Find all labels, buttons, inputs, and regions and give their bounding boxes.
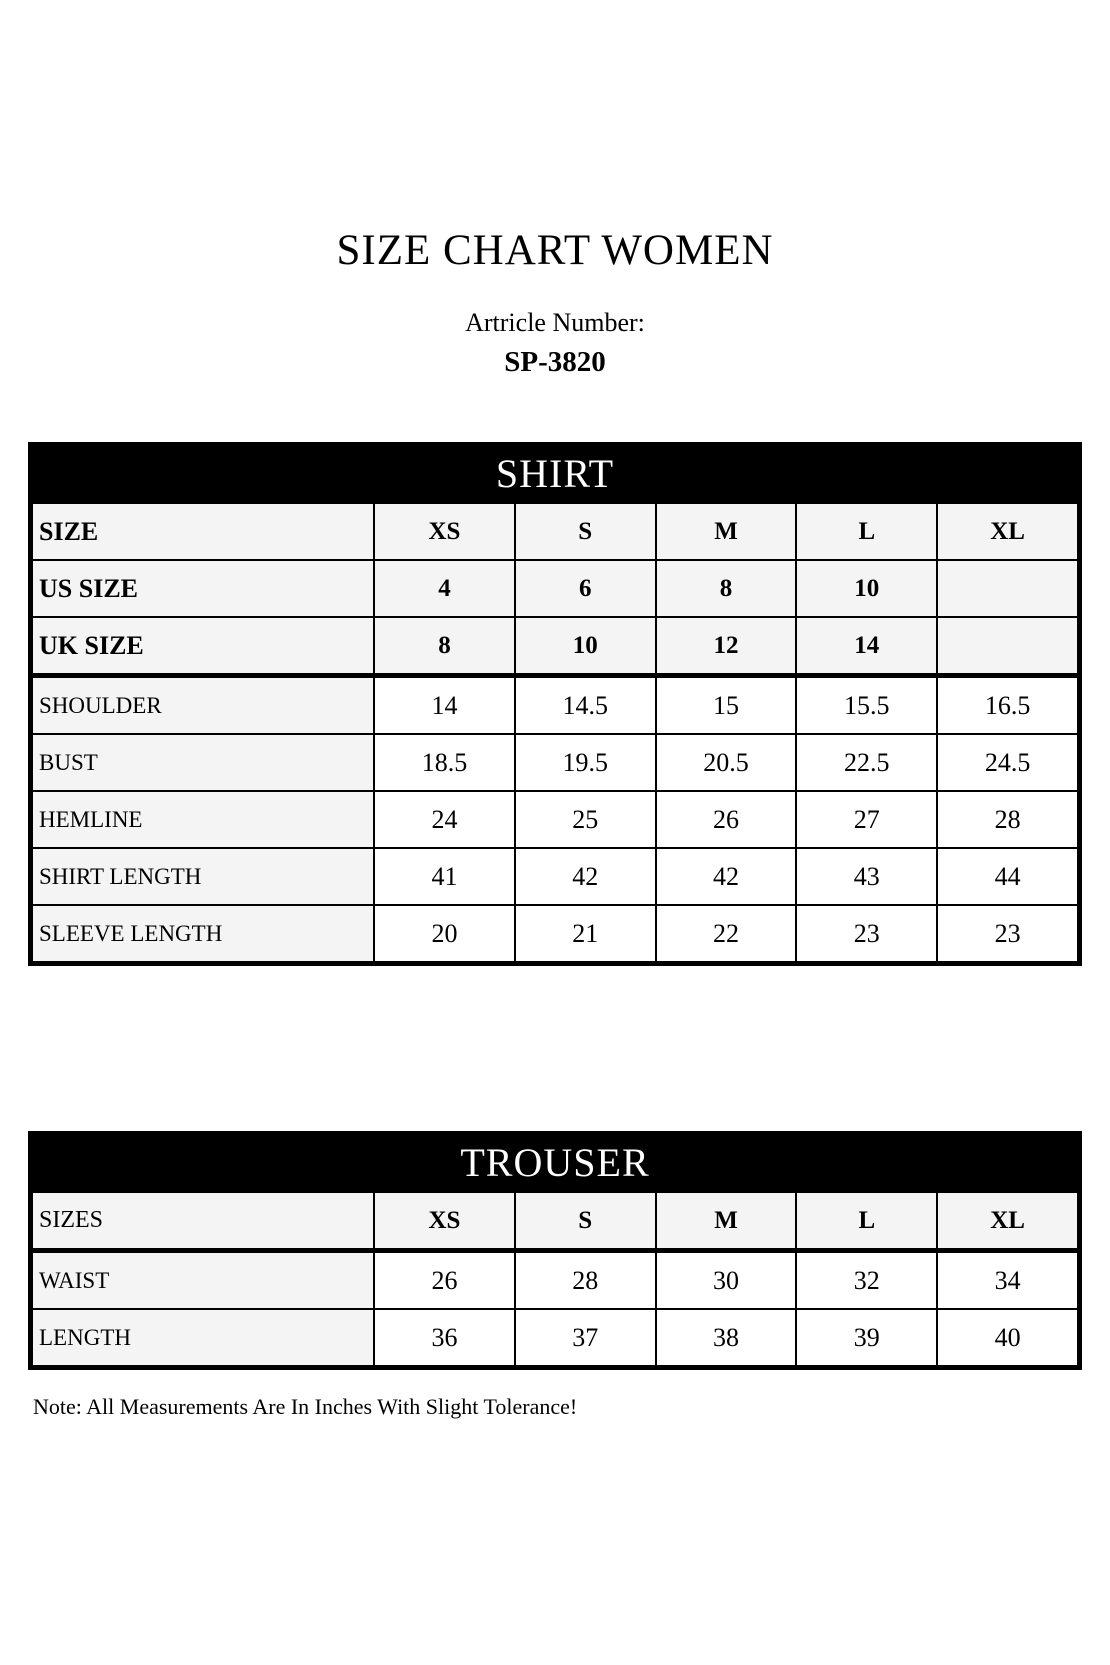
row-label: BUST [32, 734, 374, 791]
table-row [32, 560, 1078, 617]
value-cell: 8 [374, 617, 515, 676]
value-cell: 41 [374, 848, 515, 905]
value-cell [937, 560, 1078, 617]
value-cell: 14 [796, 617, 937, 676]
row-label: SHIRT LENGTH [32, 848, 374, 905]
value-cell: 21 [515, 905, 656, 962]
value-cell: 42 [656, 848, 797, 905]
row-label: WAIST [32, 1251, 374, 1310]
table-row [32, 734, 1078, 791]
value-cell: S [515, 1192, 656, 1251]
value-cell: 36 [374, 1309, 515, 1366]
value-cell: 25 [515, 791, 656, 848]
article-number-value: SP-3820 [504, 346, 606, 378]
row-label: UK SIZE [32, 617, 374, 676]
value-cell: L [796, 503, 937, 560]
value-cell: S [515, 503, 656, 560]
article-number-label: Artricle Number: [465, 308, 645, 337]
row-label: SHOULDER [32, 676, 374, 735]
value-cell: 23 [796, 905, 937, 962]
value-cell: 27 [796, 791, 937, 848]
trouser-size-table [28, 1131, 1082, 1370]
value-cell: 43 [796, 848, 937, 905]
table-row [32, 848, 1078, 905]
value-cell: 15 [656, 676, 797, 735]
row-label: HEMLINE [32, 791, 374, 848]
value-cell: M [656, 503, 797, 560]
value-cell: 44 [937, 848, 1078, 905]
value-cell: 22.5 [796, 734, 937, 791]
row-label: SLEEVE LENGTH [32, 905, 374, 962]
value-cell [937, 617, 1078, 676]
row-label: US SIZE [32, 560, 374, 617]
value-cell: 16.5 [937, 676, 1078, 735]
value-cell: 30 [656, 1251, 797, 1310]
value-cell: XL [937, 503, 1078, 560]
value-cell: 8 [656, 560, 797, 617]
value-cell: 6 [515, 560, 656, 617]
measurements-note: Note: All Measurements Are In Inches With Slight Tolerance! [33, 1394, 578, 1419]
value-cell: 20.5 [656, 734, 797, 791]
value-cell: 42 [515, 848, 656, 905]
value-cell: 15.5 [796, 676, 937, 735]
value-cell: 12 [656, 617, 797, 676]
trouser-table [31, 1191, 1079, 1367]
value-cell: 24 [374, 791, 515, 848]
row-label: SIZE [32, 503, 374, 560]
value-cell: 26 [374, 1251, 515, 1310]
page-title: SIZE CHART WOMEN [336, 227, 774, 274]
table-row [32, 1251, 1078, 1310]
table-row [32, 617, 1078, 676]
value-cell: 32 [796, 1251, 937, 1310]
table-row [32, 503, 1078, 560]
value-cell: 14 [374, 676, 515, 735]
table-row [32, 905, 1078, 962]
value-cell: 18.5 [374, 734, 515, 791]
value-cell: 19.5 [515, 734, 656, 791]
shirt-table-title: SHIRT [31, 445, 1079, 502]
trouser-table-title: TROUSER [31, 1134, 1079, 1191]
table-row [32, 791, 1078, 848]
value-cell: 28 [515, 1251, 656, 1310]
value-cell: 14.5 [515, 676, 656, 735]
value-cell: 37 [515, 1309, 656, 1366]
value-cell: 24.5 [937, 734, 1078, 791]
value-cell: 38 [656, 1309, 797, 1366]
value-cell: 23 [937, 905, 1078, 962]
value-cell: 4 [374, 560, 515, 617]
value-cell: 34 [937, 1251, 1078, 1310]
value-cell: M [656, 1192, 797, 1251]
value-cell: XL [937, 1192, 1078, 1251]
value-cell: 10 [796, 560, 937, 617]
value-cell: 28 [937, 791, 1078, 848]
table-row [32, 1192, 1078, 1251]
table-row [32, 676, 1078, 735]
value-cell: 22 [656, 905, 797, 962]
value-cell: 40 [937, 1309, 1078, 1366]
value-cell: 26 [656, 791, 797, 848]
row-label: SIZES [32, 1192, 374, 1251]
row-label: LENGTH [32, 1309, 374, 1366]
value-cell: 39 [796, 1309, 937, 1366]
shirt-size-table [28, 442, 1082, 966]
shirt-table [31, 502, 1079, 963]
value-cell: 10 [515, 617, 656, 676]
value-cell: L [796, 1192, 937, 1251]
value-cell: XS [374, 503, 515, 560]
table-row [32, 1309, 1078, 1366]
value-cell: 20 [374, 905, 515, 962]
value-cell: XS [374, 1192, 515, 1251]
